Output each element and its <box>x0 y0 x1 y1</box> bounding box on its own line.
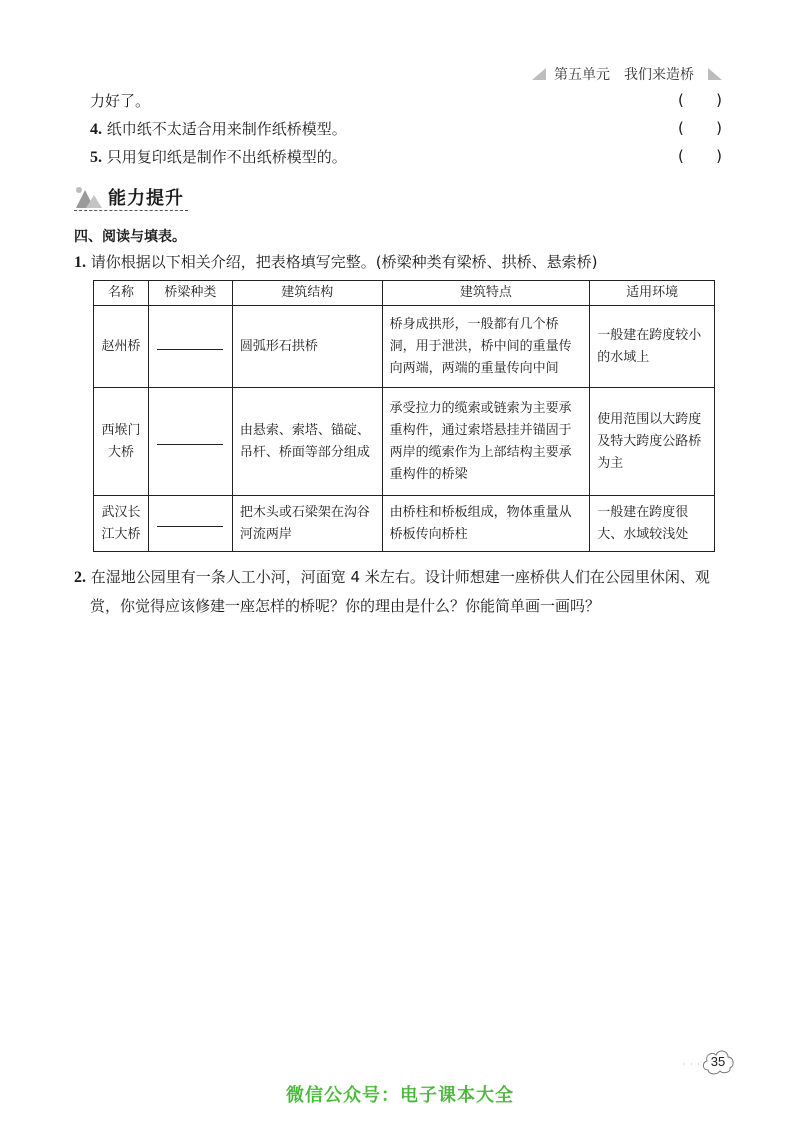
bridge-structure: 把木头或石梁架在沟谷河流两岸 <box>232 496 382 552</box>
tf-item-text: 4. 纸巾纸不太适合用来制作纸桥模型。 <box>90 119 347 138</box>
tf-item-text: 力好了。 <box>90 91 151 110</box>
header-feature: 建筑特点 <box>382 281 590 306</box>
header-environment: 适用环境 <box>590 281 715 306</box>
bridge-environment: 一般建在跨度很大、水域较浅处 <box>590 496 715 552</box>
bridge-feature: 桥身成拱形，一般都有几个桥洞，用于泄洪，桥中间的重量传向两端，两端的重量传向中间 <box>382 306 590 388</box>
table-row <box>94 496 715 552</box>
tf-item <box>90 88 722 112</box>
tf-item-text: 5. 只用复印纸是制作不出纸桥模型的。 <box>90 147 347 166</box>
question-number: 1. <box>74 254 86 271</box>
section-title: 能力提升 <box>108 188 184 209</box>
bridge-environment: 一般建在跨度较小的水域上 <box>590 306 715 388</box>
running-header <box>532 64 722 84</box>
bridge-environment: 使用范围以大跨度及特大跨度公路桥为主 <box>590 388 715 496</box>
table-header-row <box>94 281 715 306</box>
tf-item <box>90 116 722 140</box>
bridge-type-blank[interactable] <box>148 306 232 388</box>
answer-parentheses[interactable]: ( ) <box>678 119 722 137</box>
tf-item <box>90 144 722 168</box>
bridge-name: 武汉长 江大桥 <box>94 496 149 552</box>
watermark-text: 微信公众号：电子课本大全 <box>286 1085 514 1106</box>
header-structure: 建筑结构 <box>232 281 382 306</box>
question-1 <box>74 251 598 272</box>
table-row <box>94 306 715 388</box>
section-heading <box>74 180 184 210</box>
bridge-feature: 承受拉力的缆索或链索为主要承重构件，通过索塔悬挂并锚固于两岸的缆索作为上部结构主要承重构件的桥梁 <box>382 388 590 496</box>
question-text-line1: 在湿地公园里有一条人工小河，河面宽 4 米左右。设计师想建一座桥供人们在公园里休闲、观 <box>90 568 710 586</box>
part-heading: 四、阅读与填表。 <box>74 229 186 245</box>
bridge-feature: 由桥柱和桥板组成，物体重量从桥板传向桥柱 <box>382 496 590 552</box>
mountain-icon <box>74 184 104 210</box>
header-type: 桥梁种类 <box>148 281 232 306</box>
bridge-name: 赵州桥 <box>94 306 149 388</box>
unit-label: 第五单元 <box>554 67 610 83</box>
section-underline <box>74 210 188 211</box>
header-triangle-left-icon <box>532 68 546 80</box>
bridge-structure: 圆弧形石拱桥 <box>232 306 382 388</box>
bridge-table <box>93 280 715 552</box>
question-2 <box>74 563 734 620</box>
page-number-badge <box>700 1046 736 1076</box>
header-name: 名称 <box>94 281 149 306</box>
answer-parentheses[interactable]: ( ) <box>678 147 722 165</box>
page-number: 35 <box>710 1053 726 1069</box>
question-text-line2: 赏，你觉得应该修建一座怎样的桥呢？你的理由是什么？你能简单画一画吗？ <box>90 597 601 615</box>
table-row <box>94 388 715 496</box>
lesson-title: 我们来造桥 <box>624 67 694 83</box>
question-text: 请你根据以下相关介绍，把表格填写完整。(桥梁种类有梁桥、拱桥、悬索桥) <box>90 253 598 271</box>
bridge-structure: 由悬索、索塔、锚碇、吊杆、桥面等部分组成 <box>232 388 382 496</box>
bridge-type-blank[interactable] <box>148 496 232 552</box>
header-triangle-right-icon <box>708 68 722 80</box>
question-number: 2. <box>74 569 86 586</box>
bridge-name: 西堠门 大桥 <box>94 388 149 496</box>
bridge-type-blank[interactable] <box>148 388 232 496</box>
decorative-dots: · · · <box>683 1060 701 1069</box>
answer-parentheses[interactable]: ( ) <box>678 91 722 109</box>
